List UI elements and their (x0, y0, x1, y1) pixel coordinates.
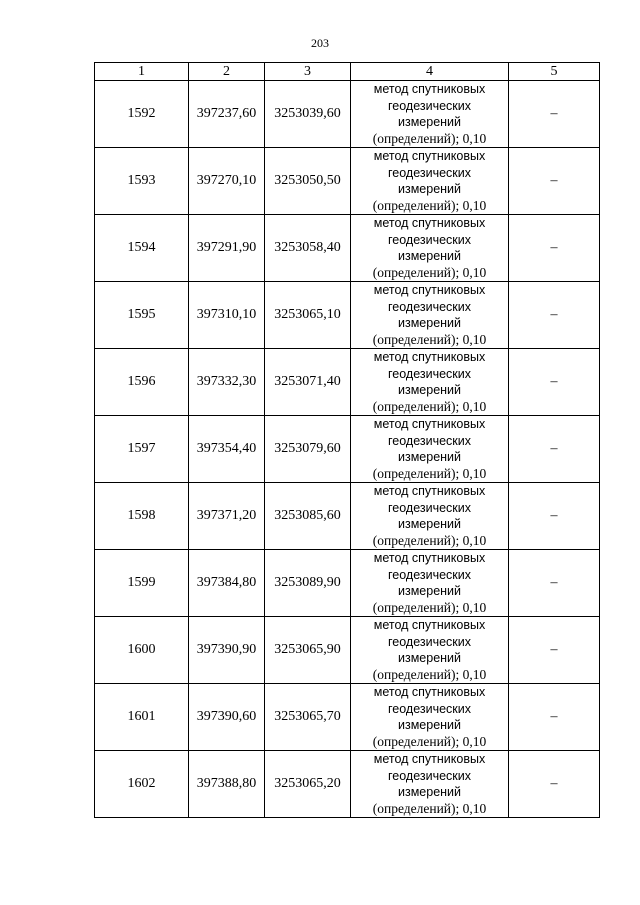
method-line: измерений (397, 115, 462, 129)
point-number-cell: 1601 (95, 684, 189, 751)
y-coordinate-cell: 3253050,50 (265, 148, 351, 215)
table-row (95, 550, 600, 617)
method-line: геодезических (387, 98, 471, 113)
table-row (95, 349, 600, 416)
point-number-cell: 1595 (95, 282, 189, 349)
method-cell (351, 215, 509, 282)
method-line: геодезических (387, 500, 471, 515)
point-number-cell: 1598 (95, 483, 189, 550)
y-coordinate-cell: 3253065,10 (265, 282, 351, 349)
table-row (95, 416, 600, 483)
method-line: геодезических (387, 701, 471, 716)
note-cell: – (509, 148, 600, 215)
method-line: метод спутниковых (373, 685, 486, 699)
method-line: метод спутниковых (373, 551, 486, 565)
header-col-1: 1 (95, 63, 189, 81)
table-row (95, 617, 600, 684)
x-coordinate-cell: 397384,80 (189, 550, 265, 617)
method-line: измерений (397, 517, 462, 531)
x-coordinate-cell: 397332,30 (189, 349, 265, 416)
method-cell (351, 617, 509, 684)
table-row (95, 148, 600, 215)
note-cell: – (509, 550, 600, 617)
table-row (95, 684, 600, 751)
note-cell: – (509, 751, 600, 818)
table-row (95, 282, 600, 349)
y-coordinate-cell: 3253065,70 (265, 684, 351, 751)
note-cell: – (509, 416, 600, 483)
method-line: метод спутниковых (373, 484, 486, 498)
note-cell: – (509, 483, 600, 550)
x-coordinate-cell: 397310,10 (189, 282, 265, 349)
table-body (95, 81, 600, 818)
note-cell: – (509, 349, 600, 416)
method-line: геодезических (387, 165, 471, 180)
method-line: (определений); 0,10 (372, 733, 487, 749)
method-line: измерений (397, 584, 462, 598)
header-row (95, 63, 600, 81)
x-coordinate-cell: 397388,80 (189, 751, 265, 818)
method-line: измерений (397, 450, 462, 464)
method-line: геодезических (387, 366, 471, 381)
method-line: геодезических (387, 433, 471, 448)
note-cell: – (509, 684, 600, 751)
method-cell (351, 483, 509, 550)
method-cell (351, 550, 509, 617)
table-row (95, 751, 600, 818)
point-number-cell: 1593 (95, 148, 189, 215)
method-line: измерений (397, 383, 462, 397)
method-line: геодезических (387, 634, 471, 649)
coordinates-table (94, 62, 600, 818)
point-number-cell: 1602 (95, 751, 189, 818)
header-col-3: 3 (265, 63, 351, 81)
method-line: измерений (397, 718, 462, 732)
method-line: (определений); 0,10 (372, 465, 487, 481)
table-row (95, 81, 600, 148)
table-row (95, 215, 600, 282)
method-line: метод спутниковых (373, 752, 486, 766)
y-coordinate-cell: 3253058,40 (265, 215, 351, 282)
header-col-4: 4 (351, 63, 509, 81)
method-line: метод спутниковых (373, 149, 486, 163)
y-coordinate-cell: 3253089,90 (265, 550, 351, 617)
method-cell (351, 81, 509, 148)
x-coordinate-cell: 397390,90 (189, 617, 265, 684)
method-line: метод спутниковых (373, 417, 486, 431)
x-coordinate-cell: 397270,10 (189, 148, 265, 215)
point-number-cell: 1596 (95, 349, 189, 416)
note-cell: – (509, 282, 600, 349)
y-coordinate-cell: 3253085,60 (265, 483, 351, 550)
y-coordinate-cell: 3253079,60 (265, 416, 351, 483)
method-line: геодезических (387, 567, 471, 582)
method-line: (определений); 0,10 (372, 532, 487, 548)
method-line: (определений); 0,10 (372, 398, 487, 414)
y-coordinate-cell: 3253039,60 (265, 81, 351, 148)
method-line: измерений (397, 249, 462, 263)
method-line: (определений); 0,10 (372, 331, 487, 347)
method-line: (определений); 0,10 (372, 800, 487, 816)
x-coordinate-cell: 397237,60 (189, 81, 265, 148)
method-cell (351, 148, 509, 215)
note-cell: – (509, 617, 600, 684)
method-line: геодезических (387, 232, 471, 247)
point-number-cell: 1592 (95, 81, 189, 148)
method-line: (определений); 0,10 (372, 666, 487, 682)
method-cell (351, 684, 509, 751)
y-coordinate-cell: 3253065,90 (265, 617, 351, 684)
method-line: (определений); 0,10 (372, 264, 487, 280)
method-line: метод спутниковых (373, 618, 486, 632)
page-number: 203 (311, 36, 329, 50)
method-cell (351, 751, 509, 818)
method-cell (351, 282, 509, 349)
method-line: метод спутниковых (373, 216, 486, 230)
y-coordinate-cell: 3253065,20 (265, 751, 351, 818)
x-coordinate-cell: 397354,40 (189, 416, 265, 483)
method-cell (351, 416, 509, 483)
method-line: измерений (397, 651, 462, 665)
x-coordinate-cell: 397291,90 (189, 215, 265, 282)
method-line: метод спутниковых (373, 350, 486, 364)
point-number-cell: 1599 (95, 550, 189, 617)
method-line: измерений (397, 316, 462, 330)
method-cell (351, 349, 509, 416)
method-line: геодезических (387, 768, 471, 783)
point-number-cell: 1600 (95, 617, 189, 684)
point-number-cell: 1594 (95, 215, 189, 282)
note-cell: – (509, 81, 600, 148)
method-line: геодезических (387, 299, 471, 314)
method-line: (определений); 0,10 (372, 197, 487, 213)
point-number-cell: 1597 (95, 416, 189, 483)
method-line: метод спутниковых (373, 82, 486, 96)
x-coordinate-cell: 397390,60 (189, 684, 265, 751)
method-line: (определений); 0,10 (372, 599, 487, 615)
note-cell: – (509, 215, 600, 282)
method-line: измерений (397, 182, 462, 196)
header-col-2: 2 (189, 63, 265, 81)
table-header (95, 63, 600, 81)
header-col-5: 5 (509, 63, 600, 81)
table-row (95, 483, 600, 550)
y-coordinate-cell: 3253071,40 (265, 349, 351, 416)
method-line: метод спутниковых (373, 283, 486, 297)
method-line: измерений (397, 785, 462, 799)
method-line: (определений); 0,10 (372, 130, 487, 146)
x-coordinate-cell: 397371,20 (189, 483, 265, 550)
